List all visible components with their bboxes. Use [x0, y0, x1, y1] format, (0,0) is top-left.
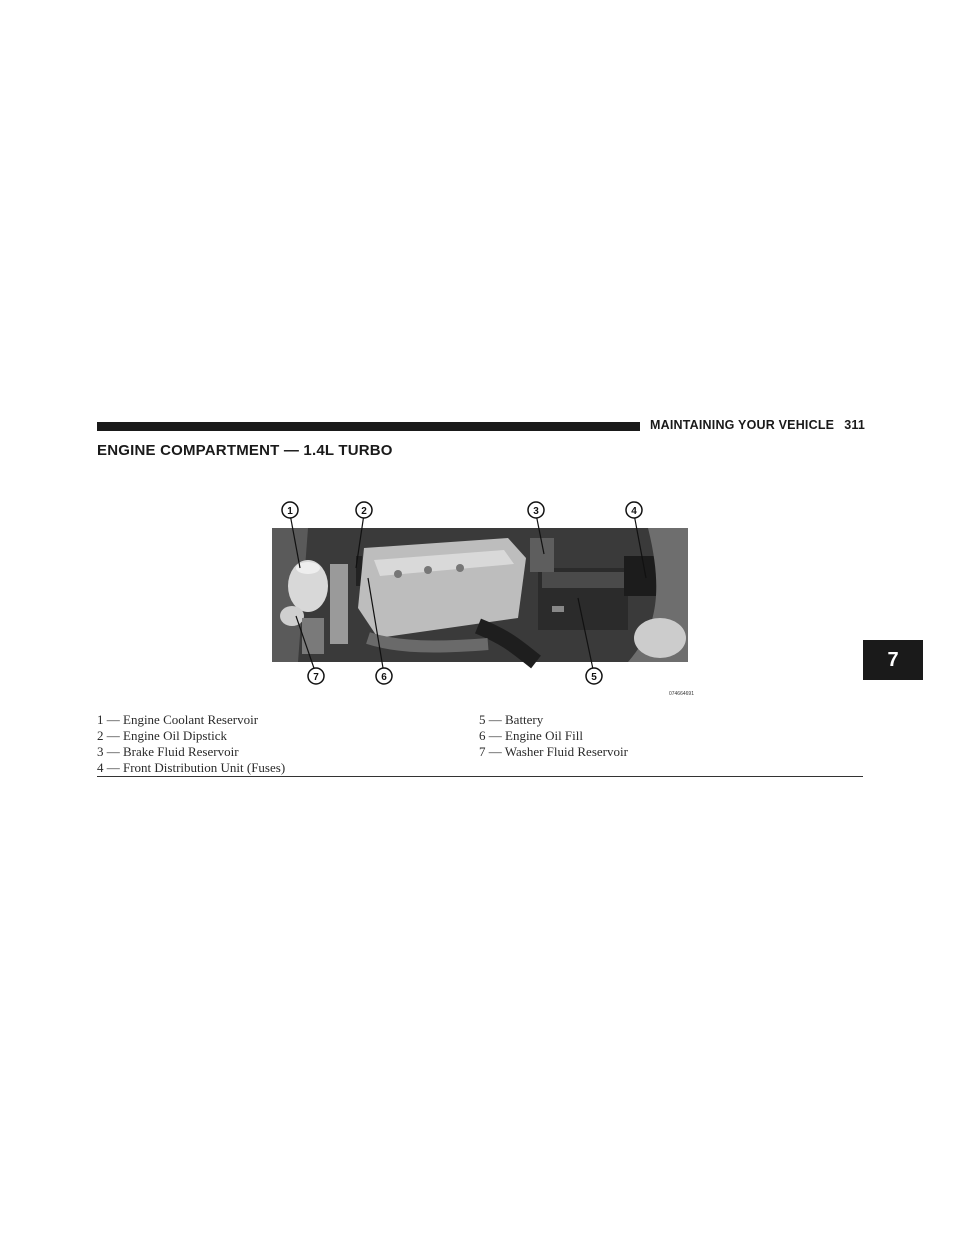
section-title: ENGINE COMPARTMENT — 1.4L TURBO	[97, 442, 393, 459]
running-title: MAINTAINING YOUR VEHICLE	[650, 418, 835, 432]
legend-column-right	[479, 712, 628, 760]
legend-item: 4 — Front Distribution Unit (Fuses)	[97, 760, 286, 775]
legend-item: 2 — Engine Oil Dipstick	[97, 728, 227, 743]
callout-5	[586, 668, 602, 684]
callout-4-label: 4	[631, 506, 637, 517]
legend-item: 6 — Engine Oil Fill	[479, 728, 583, 743]
legend-item: 3 — Brake Fluid Reservoir	[97, 744, 239, 759]
figure-code: 074664691	[668, 691, 694, 697]
legend-item: 7 — Washer Fluid Reservoir	[479, 744, 628, 759]
callout-6	[376, 668, 392, 684]
callout-7	[308, 668, 324, 684]
legend-item: 5 — Battery	[479, 712, 544, 727]
engine-compartment-figure	[268, 498, 698, 698]
chapter-tab: 7	[863, 640, 923, 680]
page-number: 311	[844, 418, 865, 432]
callout-2-label: 2	[361, 506, 367, 517]
callout-1	[282, 502, 298, 518]
legend-rule	[97, 776, 863, 777]
callout-5-label: 5	[591, 672, 597, 683]
legend-column-left	[97, 712, 285, 776]
callout-4	[626, 502, 642, 518]
callout-2	[356, 502, 372, 518]
callout-6-label: 6	[381, 672, 387, 683]
header-rule	[97, 422, 640, 431]
callout-3-label: 3	[533, 506, 539, 517]
engine-photo-illustration	[268, 498, 698, 698]
callout-3	[528, 502, 544, 518]
legend-item: 1 — Engine Coolant Reservoir	[97, 712, 259, 727]
callout-1-label: 1	[287, 506, 293, 517]
callout-7-label: 7	[313, 672, 319, 683]
running-head	[650, 418, 865, 432]
